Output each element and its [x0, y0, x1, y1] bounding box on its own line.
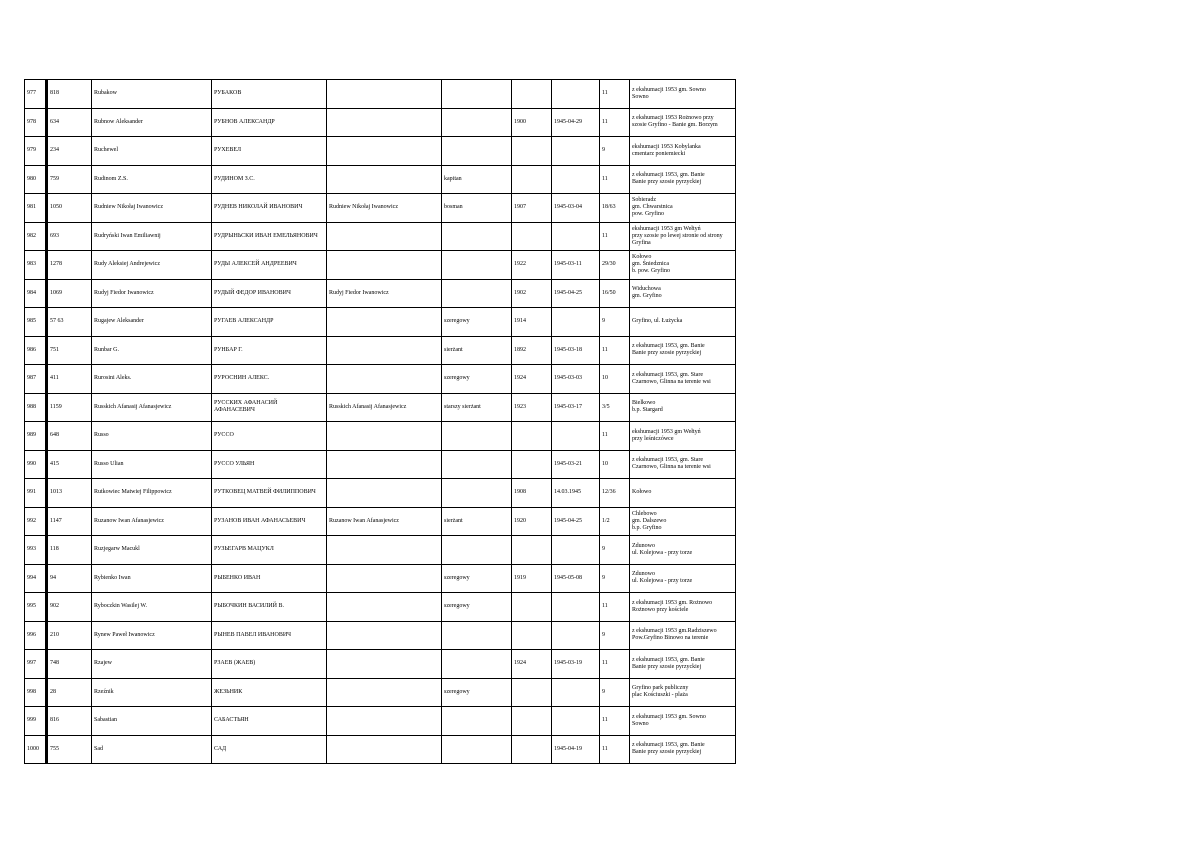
burial-place-cell: Gryfino, ul. Łużycka	[630, 308, 736, 337]
name-alternate-cell: Russkich Afanasij Afanasjewicz	[327, 393, 442, 422]
birth-year-cell: 1923	[512, 393, 552, 422]
grave-number-cell: 3/5	[600, 393, 630, 422]
name-latin-cell: Russo Ulian	[92, 450, 212, 479]
name-latin-cell: Rugajew Aleksander	[92, 308, 212, 337]
rank-cell	[442, 80, 512, 109]
birth-year-cell: 1924	[512, 365, 552, 394]
record-number-cell: 995	[25, 593, 47, 622]
name-alternate-cell	[327, 365, 442, 394]
table-row	[25, 165, 736, 194]
birth-year-cell	[512, 735, 552, 764]
name-latin-cell: Rybienko Iwan	[92, 564, 212, 593]
record-number-cell: 977	[25, 80, 47, 109]
table-row	[25, 621, 736, 650]
death-date-cell	[552, 222, 600, 251]
record-number-cell: 992	[25, 507, 47, 536]
name-latin-cell: Russkich Afanasij Afanasjewicz	[92, 393, 212, 422]
record-number-cell: 988	[25, 393, 47, 422]
grave-number-cell: 18/63	[600, 194, 630, 223]
rank-cell	[442, 279, 512, 308]
death-date-cell	[552, 707, 600, 736]
registry-id-cell: 648	[47, 422, 92, 451]
name-latin-cell: Rzeźnik	[92, 678, 212, 707]
name-cyrillic-cell: РУБАКОВ	[212, 80, 327, 109]
birth-year-cell: 1914	[512, 308, 552, 337]
death-date-cell	[552, 137, 600, 166]
record-number-cell: 998	[25, 678, 47, 707]
table-row	[25, 393, 736, 422]
table-row	[25, 279, 736, 308]
record-number-cell: 979	[25, 137, 47, 166]
death-date-cell: 1945-03-04	[552, 194, 600, 223]
name-alternate-cell	[327, 536, 442, 565]
registry-id-cell: 210	[47, 621, 92, 650]
name-cyrillic-cell: САД	[212, 735, 327, 764]
record-number-cell: 978	[25, 108, 47, 137]
birth-year-cell: 1907	[512, 194, 552, 223]
death-date-cell: 1945-03-03	[552, 365, 600, 394]
name-alternate-cell	[327, 80, 442, 109]
registry-id-cell: 234	[47, 137, 92, 166]
name-cyrillic-cell: РУДЫЙ ФЕДОР ИВАНОВИЧ	[212, 279, 327, 308]
birth-year-cell: 1900	[512, 108, 552, 137]
name-alternate-cell	[327, 308, 442, 337]
name-alternate-cell	[327, 422, 442, 451]
death-date-cell	[552, 621, 600, 650]
grave-number-cell: 10	[600, 365, 630, 394]
registry-id-cell: 118	[47, 536, 92, 565]
name-cyrillic-cell: РУДРЫНЬСКИ ИВАН ЕМЕЛЬЯНОВИЧ	[212, 222, 327, 251]
record-number-cell: 986	[25, 336, 47, 365]
name-latin-cell: Sad	[92, 735, 212, 764]
death-date-cell: 1945-03-19	[552, 650, 600, 679]
record-number-cell: 990	[25, 450, 47, 479]
burial-place-cell: z ekshumacji 1953 gm. Sowno Sowno	[630, 707, 736, 736]
grave-number-cell: 9	[600, 678, 630, 707]
name-alternate-cell	[327, 336, 442, 365]
birth-year-cell: 1920	[512, 507, 552, 536]
name-latin-cell: Rubnow Aleksander	[92, 108, 212, 137]
death-date-cell: 1945-04-25	[552, 507, 600, 536]
name-alternate-cell	[327, 735, 442, 764]
name-latin-cell: Rudyj Fiedor Iwanowicz	[92, 279, 212, 308]
burial-register-table	[24, 79, 736, 764]
death-date-cell: 1945-04-25	[552, 279, 600, 308]
table-row	[25, 108, 736, 137]
burial-place-cell: z ekshumacji 1953 Rożnowo przy szosie Gryfino - Banie gm. Borzym	[630, 108, 736, 137]
rank-cell	[442, 137, 512, 166]
burial-place-cell: ekshumacji 1953 gm Wełtyń przy leśniczówce	[630, 422, 736, 451]
rank-cell: sierżant	[442, 336, 512, 365]
registry-id-cell: 57 63	[47, 308, 92, 337]
name-cyrillic-cell: ЖЕЗЬНИК	[212, 678, 327, 707]
name-latin-cell: Ruzanow Iwan Afanasjewicz	[92, 507, 212, 536]
grave-number-cell: 11	[600, 336, 630, 365]
birth-year-cell	[512, 621, 552, 650]
name-latin-cell: Sabastian	[92, 707, 212, 736]
name-latin-cell: Rzajew	[92, 650, 212, 679]
rank-cell: szeregowy	[442, 564, 512, 593]
rank-cell	[442, 108, 512, 137]
rank-cell	[442, 450, 512, 479]
rank-cell: bosman	[442, 194, 512, 223]
name-latin-cell: Rudinom Z.S.	[92, 165, 212, 194]
registry-id-cell: 818	[47, 80, 92, 109]
registry-id-cell: 634	[47, 108, 92, 137]
burial-place-cell: z ekshumacji 1953 gm. Rożnowo Rożnowo przy kościele	[630, 593, 736, 622]
record-number-cell: 991	[25, 479, 47, 508]
burial-place-cell: z ekshumacji 1953, gm. Banie Banie przy szosie pyrzyckiej	[630, 336, 736, 365]
name-cyrillic-cell: РУНБАР Г.	[212, 336, 327, 365]
name-alternate-cell	[327, 108, 442, 137]
rank-cell: szeregowy	[442, 365, 512, 394]
birth-year-cell	[512, 137, 552, 166]
record-number-cell: 982	[25, 222, 47, 251]
table-row	[25, 336, 736, 365]
table-row	[25, 536, 736, 565]
registry-id-cell: 1147	[47, 507, 92, 536]
table-row	[25, 222, 736, 251]
registry-id-cell: 748	[47, 650, 92, 679]
birth-year-cell: 1924	[512, 650, 552, 679]
name-latin-cell: Ruchewel	[92, 137, 212, 166]
table-row	[25, 507, 736, 536]
rank-cell	[442, 222, 512, 251]
table-row	[25, 678, 736, 707]
record-number-cell: 999	[25, 707, 47, 736]
record-number-cell: 996	[25, 621, 47, 650]
grave-number-cell: 12/36	[600, 479, 630, 508]
name-cyrillic-cell: РУГАЕВ АЛЕКСАНДР	[212, 308, 327, 337]
burial-place-cell: Zdunowo ul. Kolejowa - przy torze	[630, 536, 736, 565]
burial-place-cell: Zdunowo ul. Kolejowa - przy torze	[630, 564, 736, 593]
burial-place-cell: ekshumacji 1953 gm Wełtyń przy szosie po lewej stronie od strony Gryfina	[630, 222, 736, 251]
burial-place-cell: z ekshumacji 1953, gm. Stare Czarnowo, Glinna na terenie wsi	[630, 365, 736, 394]
death-date-cell	[552, 536, 600, 565]
rank-cell	[442, 422, 512, 451]
rank-cell	[442, 650, 512, 679]
death-date-cell	[552, 308, 600, 337]
death-date-cell	[552, 678, 600, 707]
death-date-cell: 1945-03-11	[552, 251, 600, 280]
burial-place-cell: Sobieradz gm. Chwarstnica pow. Gryfino	[630, 194, 736, 223]
death-date-cell: 1945-05-08	[552, 564, 600, 593]
name-alternate-cell	[327, 450, 442, 479]
burial-place-cell: ekshumacji 1953 Kobylanka cmentarz poniemiecki	[630, 137, 736, 166]
name-cyrillic-cell: РУБНОВ АЛЕКСАНДР	[212, 108, 327, 137]
grave-number-cell: 9	[600, 621, 630, 650]
rank-cell	[442, 536, 512, 565]
record-number-cell: 987	[25, 365, 47, 394]
record-number-cell: 997	[25, 650, 47, 679]
grave-number-cell: 11	[600, 165, 630, 194]
rank-cell	[442, 251, 512, 280]
birth-year-cell: 1908	[512, 479, 552, 508]
name-alternate-cell	[327, 621, 442, 650]
name-cyrillic-cell: РЗАЕВ (ЖАЕВ)	[212, 650, 327, 679]
record-number-cell: 983	[25, 251, 47, 280]
name-cyrillic-cell: РУДЫ АЛЕКСЕЙ АНДРЕЕВИЧ	[212, 251, 327, 280]
record-number-cell: 989	[25, 422, 47, 451]
name-alternate-cell	[327, 593, 442, 622]
name-alternate-cell	[327, 479, 442, 508]
death-date-cell	[552, 422, 600, 451]
name-latin-cell: Rurosini Aleks.	[92, 365, 212, 394]
birth-year-cell	[512, 678, 552, 707]
birth-year-cell: 1919	[512, 564, 552, 593]
grave-number-cell: 11	[600, 108, 630, 137]
name-latin-cell: Rubakow	[92, 80, 212, 109]
name-cyrillic-cell: РУЗЬЕГАРВ МАЦУКЛ	[212, 536, 327, 565]
record-number-cell: 984	[25, 279, 47, 308]
burial-place-cell: z ekshumacji 1953, gm. Banie Banie przy szosie pyrzyckiej	[630, 735, 736, 764]
registry-id-cell: 755	[47, 735, 92, 764]
table-row	[25, 593, 736, 622]
birth-year-cell	[512, 422, 552, 451]
grave-number-cell: 9	[600, 308, 630, 337]
table-row	[25, 735, 736, 764]
death-date-cell: 1945-04-29	[552, 108, 600, 137]
name-cyrillic-cell: РЫБОЧКИН ВАСИЛИЙ В.	[212, 593, 327, 622]
name-cyrillic-cell: РУССО УЛЬЯН	[212, 450, 327, 479]
birth-year-cell	[512, 536, 552, 565]
birth-year-cell	[512, 593, 552, 622]
rank-cell	[442, 479, 512, 508]
table-row	[25, 564, 736, 593]
name-latin-cell: Ryboczkin Wasilej W.	[92, 593, 212, 622]
name-alternate-cell	[327, 707, 442, 736]
table-row	[25, 251, 736, 280]
record-number-cell: 980	[25, 165, 47, 194]
birth-year-cell: 1892	[512, 336, 552, 365]
registry-id-cell: 94	[47, 564, 92, 593]
registry-id-cell: 1050	[47, 194, 92, 223]
burial-place-cell: Bielkowo b.p. Stargard	[630, 393, 736, 422]
grave-number-cell: 1/2	[600, 507, 630, 536]
name-alternate-cell	[327, 678, 442, 707]
grave-number-cell: 10	[600, 450, 630, 479]
registry-id-cell: 693	[47, 222, 92, 251]
record-number-cell: 994	[25, 564, 47, 593]
table-row	[25, 365, 736, 394]
name-cyrillic-cell: РУДИНОМ З.С.	[212, 165, 327, 194]
registry-id-cell: 1013	[47, 479, 92, 508]
registry-id-cell: 28	[47, 678, 92, 707]
name-latin-cell: Rudryński Iwan Emiliawnij	[92, 222, 212, 251]
name-alternate-cell	[327, 165, 442, 194]
name-alternate-cell	[327, 251, 442, 280]
name-alternate-cell: Ruzanow Iwan Afanasjewicz	[327, 507, 442, 536]
name-cyrillic-cell: РУДНЕВ НИКОЛАЙ ИВАНОВИЧ	[212, 194, 327, 223]
table-row	[25, 422, 736, 451]
rank-cell: kapitan	[442, 165, 512, 194]
rank-cell: szeregowy	[442, 308, 512, 337]
birth-year-cell	[512, 80, 552, 109]
grave-number-cell: 9	[600, 564, 630, 593]
name-cyrillic-cell: РЫНЕВ ПАВЕЛ ИВАНОВИЧ	[212, 621, 327, 650]
name-cyrillic-cell: РУРОСНИН АЛЕКС.	[212, 365, 327, 394]
grave-number-cell: 11	[600, 593, 630, 622]
name-latin-cell: Rynew Paweł Iwanowicz	[92, 621, 212, 650]
table-row	[25, 137, 736, 166]
grave-number-cell: 11	[600, 707, 630, 736]
table-body	[25, 80, 736, 764]
burial-place-cell: Kołowo	[630, 479, 736, 508]
table-row	[25, 80, 736, 109]
registry-id-cell: 751	[47, 336, 92, 365]
name-cyrillic-cell: РУХЕВЕЛ	[212, 137, 327, 166]
rank-cell: szeregowy	[442, 678, 512, 707]
name-alternate-cell	[327, 137, 442, 166]
name-cyrillic-cell: РУТКОВЕЦ МАТВЕЙ ФИЛИППОВИЧ	[212, 479, 327, 508]
record-number-cell: 1000	[25, 735, 47, 764]
grave-number-cell: 11	[600, 222, 630, 251]
table-row	[25, 479, 736, 508]
burial-place-cell: Widuchowa gm. Gryfino	[630, 279, 736, 308]
grave-number-cell: 11	[600, 422, 630, 451]
death-date-cell	[552, 80, 600, 109]
birth-year-cell: 1902	[512, 279, 552, 308]
registry-id-cell: 1278	[47, 251, 92, 280]
rank-cell: sierżant	[442, 507, 512, 536]
burial-place-cell: z ekshumacji 1953 gm.Radziszewo Pow.Gryfino Binowo na terenie	[630, 621, 736, 650]
name-latin-cell: Runbar G.	[92, 336, 212, 365]
record-number-cell: 985	[25, 308, 47, 337]
death-date-cell: 1945-03-21	[552, 450, 600, 479]
burial-place-cell: Chlebowo gm. Dalszewo b.p. Gryfino	[630, 507, 736, 536]
rank-cell	[442, 735, 512, 764]
registry-id-cell: 411	[47, 365, 92, 394]
death-date-cell	[552, 165, 600, 194]
grave-number-cell: 11	[600, 650, 630, 679]
birth-year-cell	[512, 450, 552, 479]
burial-place-cell: z ekshumacji 1953, gm. Stare Czarnowo, Glinna na terenie wsi	[630, 450, 736, 479]
rank-cell: szeregowy	[442, 593, 512, 622]
name-alternate-cell	[327, 564, 442, 593]
birth-year-cell	[512, 222, 552, 251]
name-alternate-cell: Rudniew Nikołaj Iwanowicz	[327, 194, 442, 223]
registry-id-cell: 816	[47, 707, 92, 736]
grave-number-cell: 9	[600, 137, 630, 166]
burial-place-cell: Kołowo gm. Śniedznica b. pow. Gryfino	[630, 251, 736, 280]
name-latin-cell: Rutkowiec Matwiej Filippowicz	[92, 479, 212, 508]
grave-number-cell: 29/30	[600, 251, 630, 280]
record-number-cell: 993	[25, 536, 47, 565]
death-date-cell: 14.03.1945	[552, 479, 600, 508]
birth-year-cell	[512, 707, 552, 736]
burial-place-cell: z ekshumacji 1953, gm. Banie Banie przy szosie pyrzyckiej	[630, 650, 736, 679]
rank-cell: starszy sierżant	[442, 393, 512, 422]
name-cyrillic-cell: РУССО	[212, 422, 327, 451]
table-row	[25, 650, 736, 679]
name-cyrillic-cell: САБАСТЬЯН	[212, 707, 327, 736]
name-latin-cell: Rudniew Nikołaj Iwanowicz	[92, 194, 212, 223]
grave-number-cell: 11	[600, 80, 630, 109]
birth-year-cell	[512, 165, 552, 194]
rank-cell	[442, 621, 512, 650]
birth-year-cell: 1922	[512, 251, 552, 280]
name-latin-cell: Russo	[92, 422, 212, 451]
death-date-cell	[552, 593, 600, 622]
registry-id-cell: 1069	[47, 279, 92, 308]
table-row	[25, 707, 736, 736]
name-alternate-cell	[327, 222, 442, 251]
name-cyrillic-cell: РУССКИХ АФАНАСИЙ АФАНАСЕВИЧ	[212, 393, 327, 422]
burial-place-cell: Gryfino park publiczny plac Kościuszki - plaża	[630, 678, 736, 707]
death-date-cell: 1945-03-18	[552, 336, 600, 365]
name-alternate-cell	[327, 650, 442, 679]
name-alternate-cell: Rudyj Fiedor Iwanowicz	[327, 279, 442, 308]
table-row	[25, 308, 736, 337]
record-number-cell: 981	[25, 194, 47, 223]
table-row	[25, 450, 736, 479]
registry-id-cell: 415	[47, 450, 92, 479]
death-date-cell: 1945-04-19	[552, 735, 600, 764]
burial-place-cell: z ekshumacji 1953 gm. Sowno Sowno	[630, 80, 736, 109]
name-cyrillic-cell: РУЗАНОВ ИВАН АФАНАСЬЕВИЧ	[212, 507, 327, 536]
death-date-cell: 1945-03-17	[552, 393, 600, 422]
rank-cell	[442, 707, 512, 736]
grave-number-cell: 11	[600, 735, 630, 764]
registry-id-cell: 759	[47, 165, 92, 194]
name-cyrillic-cell: РЫБЕНКО ИВАН	[212, 564, 327, 593]
name-latin-cell: Ruzjegarw Macukl	[92, 536, 212, 565]
grave-number-cell: 9	[600, 536, 630, 565]
registry-id-cell: 902	[47, 593, 92, 622]
registry-id-cell: 1159	[47, 393, 92, 422]
burial-place-cell: z ekshumacji 1953, gm. Banie Banie przy szosie pyrzyckiej	[630, 165, 736, 194]
grave-number-cell: 16/50	[600, 279, 630, 308]
table-row	[25, 194, 736, 223]
name-latin-cell: Rudy Aleksiej Andrejewicz	[92, 251, 212, 280]
